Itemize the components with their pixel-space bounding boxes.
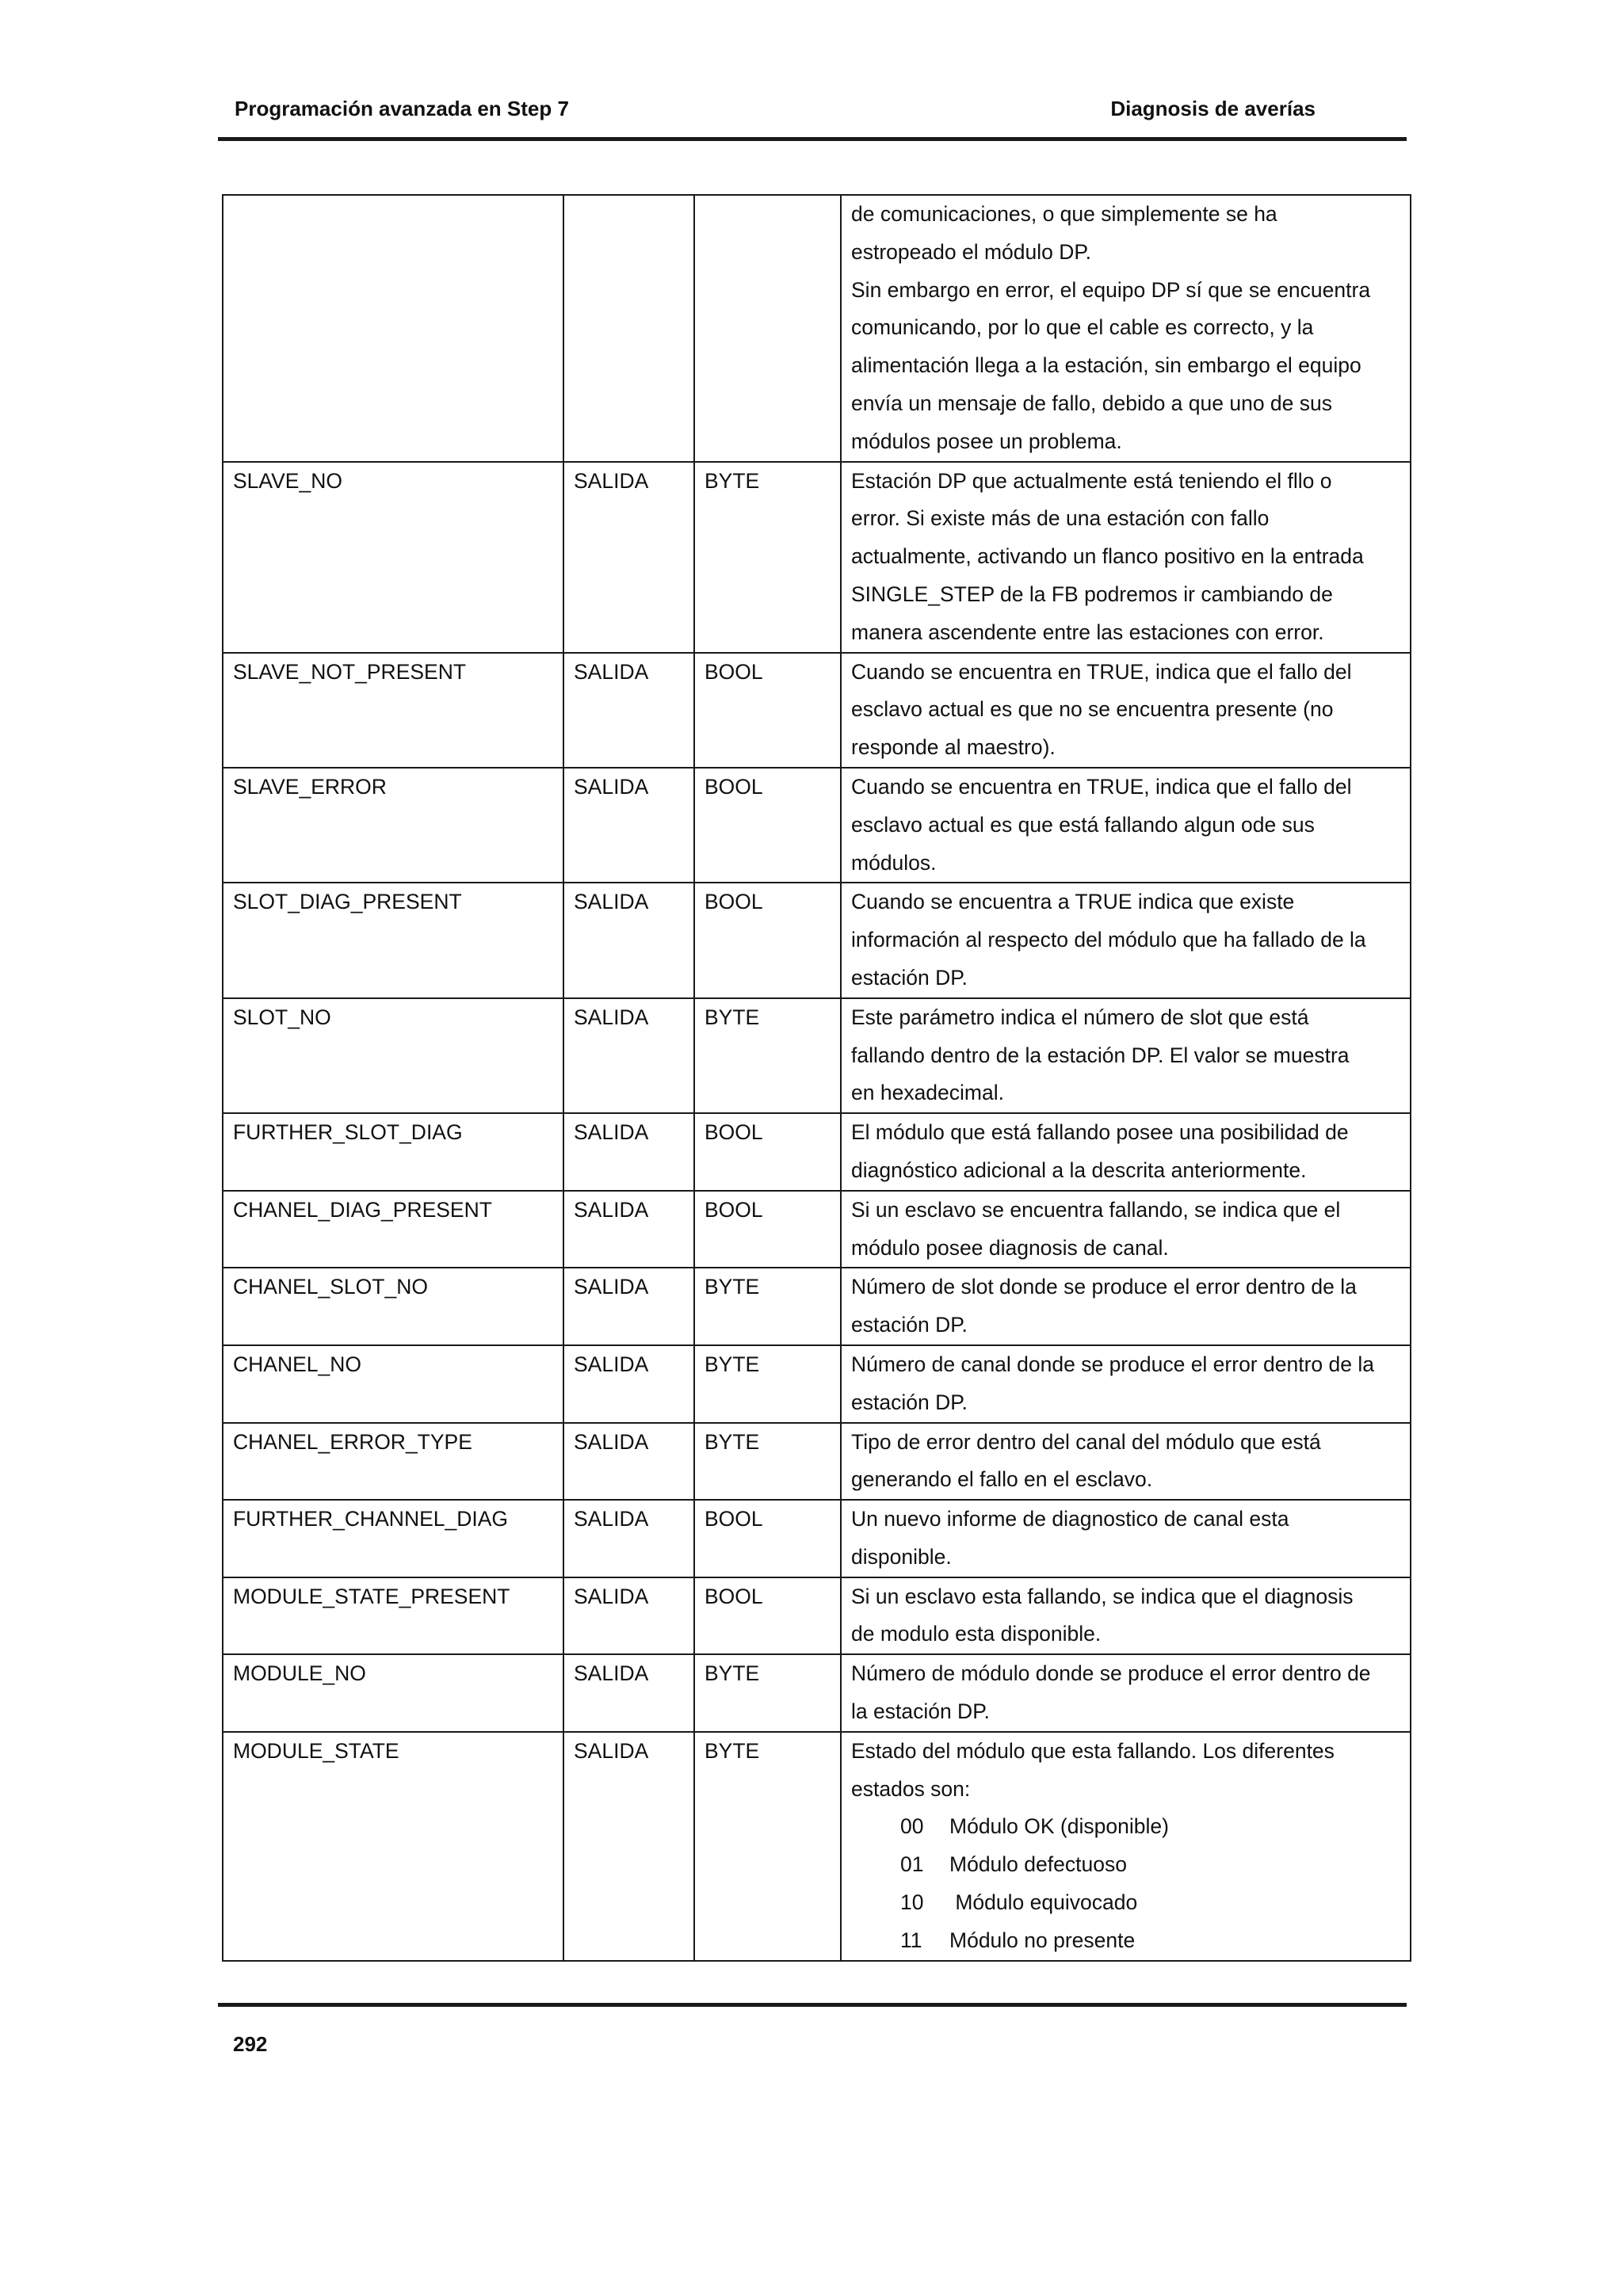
table-row bbox=[223, 1191, 1411, 1268]
description-line: responde al maestro). bbox=[851, 735, 1056, 760]
module-state-label: Módulo OK (disponible) bbox=[949, 1814, 1169, 1839]
table-row bbox=[223, 1423, 1411, 1501]
parameter-name-cell: CHANEL_NO bbox=[223, 1345, 563, 1423]
description-line: fallando dentro de la estación DP. El valor se muestra bbox=[851, 1043, 1350, 1067]
description-line: esclavo actual es que está fallando algun ode sus bbox=[851, 812, 1315, 837]
parameter-name-cell: SLOT_NO bbox=[223, 998, 563, 1113]
description-line: Cuando se encuentra en TRUE, indica que el fallo del bbox=[851, 659, 1352, 684]
description-line: Si un esclavo esta fallando, se indica que el diagnosis bbox=[851, 1584, 1354, 1608]
module-state-item bbox=[851, 1922, 1402, 1960]
description-line: módulos posee un problema. bbox=[851, 429, 1122, 453]
description-line: Este parámetro indica el número de slot que está bbox=[851, 1005, 1309, 1029]
table-row bbox=[223, 883, 1411, 997]
description-line: Número de módulo donde se produce el error dentro de bbox=[851, 1661, 1371, 1686]
module-state-item bbox=[851, 1846, 1402, 1884]
parameter-description-cell bbox=[841, 1423, 1411, 1501]
description-line: la estación DP. bbox=[851, 1699, 990, 1724]
parameter-direction-cell: SALIDA bbox=[563, 1654, 694, 1732]
parameter-type-cell: BOOL bbox=[694, 653, 841, 768]
module-state-code: 00 bbox=[900, 1814, 924, 1839]
parameter-description-cell bbox=[841, 1268, 1411, 1345]
parameter-type-cell: BYTE bbox=[694, 1423, 841, 1501]
description-line: Número de canal donde se produce el error dentro de la bbox=[851, 1352, 1374, 1376]
parameter-type-cell: BYTE bbox=[694, 1732, 841, 1961]
parameter-type-cell: BYTE bbox=[694, 462, 841, 653]
parameter-name-cell: FURTHER_SLOT_DIAG bbox=[223, 1113, 563, 1191]
description-line: Cuando se encuentra a TRUE indica que existe bbox=[851, 890, 1295, 914]
header-rule bbox=[218, 137, 1407, 141]
parameter-direction-cell: SALIDA bbox=[563, 1191, 694, 1268]
description-line: Sin embargo en error, el equipo DP sí que se encuentra bbox=[851, 277, 1371, 302]
parameter-name-cell: SLAVE_NOT_PRESENT bbox=[223, 653, 563, 768]
parameter-description-cell bbox=[841, 195, 1411, 462]
description-line: Cuando se encuentra en TRUE, indica que el fallo del bbox=[851, 774, 1352, 799]
parameter-direction-cell: SALIDA bbox=[563, 1268, 694, 1345]
parameter-name-cell: MODULE_STATE bbox=[223, 1732, 563, 1961]
table-row bbox=[223, 1577, 1411, 1655]
parameter-description-cell bbox=[841, 883, 1411, 997]
parameter-type-cell: BOOL bbox=[694, 883, 841, 997]
header-chapter-title: Diagnosis de averías bbox=[1110, 97, 1316, 120]
parameter-description-cell bbox=[841, 1732, 1411, 1961]
description-line: en hexadecimal. bbox=[851, 1081, 1004, 1105]
parameter-type-cell bbox=[694, 195, 841, 462]
description-line: estación DP. bbox=[851, 1313, 968, 1337]
table-row bbox=[223, 462, 1411, 653]
module-state-label: Módulo no presente bbox=[949, 1928, 1136, 1952]
table-row bbox=[223, 1654, 1411, 1732]
parameter-name-cell: CHANEL_SLOT_NO bbox=[223, 1268, 563, 1345]
parameter-direction-cell: SALIDA bbox=[563, 462, 694, 653]
parameter-type-cell: BYTE bbox=[694, 1654, 841, 1732]
parameter-name-cell: SLOT_DIAG_PRESENT bbox=[223, 883, 563, 997]
parameter-direction-cell: SALIDA bbox=[563, 653, 694, 768]
parameter-name-cell: FURTHER_CHANNEL_DIAG bbox=[223, 1500, 563, 1577]
parameter-description-cell bbox=[841, 768, 1411, 883]
description-line: estación DP. bbox=[851, 965, 968, 990]
description-line: manera ascendente entre las estaciones con error. bbox=[851, 620, 1324, 644]
parameter-name-cell: MODULE_NO bbox=[223, 1654, 563, 1732]
parameter-description-cell bbox=[841, 462, 1411, 653]
module-state-code: 11 bbox=[900, 1928, 922, 1952]
description-line: estropeado el módulo DP. bbox=[851, 239, 1091, 264]
module-state-label: Módulo equivocado bbox=[949, 1890, 1138, 1915]
parameter-type-cell: BOOL bbox=[694, 1113, 841, 1191]
table-row bbox=[223, 1113, 1411, 1191]
parameter-direction-cell: SALIDA bbox=[563, 883, 694, 997]
description-line: disponible. bbox=[851, 1544, 952, 1569]
parameter-type-cell: BYTE bbox=[694, 1268, 841, 1345]
parameter-name-cell: CHANEL_DIAG_PRESENT bbox=[223, 1191, 563, 1268]
description-line: módulo posee diagnosis de canal. bbox=[851, 1235, 1169, 1260]
parameter-type-cell: BOOL bbox=[694, 768, 841, 883]
table-row bbox=[223, 768, 1411, 883]
parameter-type-cell: BYTE bbox=[694, 1345, 841, 1423]
parameter-direction-cell: SALIDA bbox=[563, 998, 694, 1113]
parameter-name-cell bbox=[223, 195, 563, 462]
parameter-direction-cell: SALIDA bbox=[563, 1732, 694, 1961]
parameter-direction-cell: SALIDA bbox=[563, 1423, 694, 1501]
parameter-direction-cell: SALIDA bbox=[563, 1345, 694, 1423]
description-line: SINGLE_STEP de la FB podremos ir cambiando de bbox=[851, 582, 1333, 606]
description-line: estación DP. bbox=[851, 1390, 968, 1414]
description-line: alimentación llega a la estación, sin embargo el equipo bbox=[851, 353, 1361, 378]
description-line: error. Si existe más de una estación con fallo bbox=[851, 506, 1270, 531]
parameter-table-body bbox=[223, 195, 1411, 1961]
parameter-description-cell bbox=[841, 1191, 1411, 1268]
description-line: Número de slot donde se produce el error dentro de la bbox=[851, 1275, 1357, 1299]
description-line: Si un esclavo se encuentra fallando, se indica que el bbox=[851, 1197, 1341, 1222]
table-row bbox=[223, 195, 1411, 462]
parameter-type-cell: BYTE bbox=[694, 998, 841, 1113]
parameter-name-cell: CHANEL_ERROR_TYPE bbox=[223, 1423, 563, 1501]
description-line: información al respecto del módulo que ha fallado de la bbox=[851, 928, 1366, 952]
description-line: Estación DP que actualmente está teniendo el fllo o bbox=[851, 468, 1332, 493]
parameter-table bbox=[222, 194, 1411, 1962]
parameter-name-cell: SLAVE_NO bbox=[223, 462, 563, 653]
description-line: generando el fallo en el esclavo. bbox=[851, 1467, 1153, 1492]
parameter-description-cell bbox=[841, 998, 1411, 1113]
page-number: 292 bbox=[233, 2032, 268, 2056]
module-state-code: 01 bbox=[900, 1852, 924, 1877]
description-line: de modulo esta disponible. bbox=[851, 1622, 1102, 1646]
table-row bbox=[223, 998, 1411, 1113]
parameter-name-cell: SLAVE_ERROR bbox=[223, 768, 563, 883]
table-row bbox=[223, 653, 1411, 768]
description-line: comunicando, por lo que el cable es correcto, y la bbox=[851, 315, 1314, 340]
module-state-item bbox=[851, 1808, 1402, 1846]
description-line: Tipo de error dentro del canal del módulo que está bbox=[851, 1429, 1321, 1454]
parameter-description-cell bbox=[841, 1654, 1411, 1732]
description-line: de comunicaciones, o que simplemente se ha bbox=[851, 202, 1277, 226]
page-header bbox=[235, 97, 1316, 128]
parameter-name-cell: MODULE_STATE_PRESENT bbox=[223, 1577, 563, 1655]
parameter-description-cell bbox=[841, 653, 1411, 768]
description-line: actualmente, activando un flanco positivo en la entrada bbox=[851, 544, 1364, 569]
module-state-label: Módulo defectuoso bbox=[949, 1852, 1127, 1877]
table-row bbox=[223, 1500, 1411, 1577]
description-line: módulos. bbox=[851, 850, 937, 875]
parameter-direction-cell: SALIDA bbox=[563, 768, 694, 883]
parameter-direction-cell bbox=[563, 195, 694, 462]
module-state-code: 10 bbox=[900, 1890, 924, 1915]
description-line: envía un mensaje de fallo, debido a que uno de sus bbox=[851, 391, 1333, 415]
description-line: esclavo actual es que no se encuentra presente (no bbox=[851, 697, 1334, 722]
parameter-direction-cell: SALIDA bbox=[563, 1577, 694, 1655]
module-state-item bbox=[851, 1884, 1402, 1922]
description-line: El módulo que está fallando posee una posibilidad de bbox=[851, 1120, 1349, 1145]
table-row bbox=[223, 1732, 1411, 1961]
description-line: Un nuevo informe de diagnostico de canal esta bbox=[851, 1507, 1289, 1531]
table-row bbox=[223, 1345, 1411, 1423]
parameter-description-cell bbox=[841, 1345, 1411, 1423]
parameter-description-cell bbox=[841, 1113, 1411, 1191]
description-line: estados son: bbox=[851, 1776, 971, 1801]
table-row bbox=[223, 1268, 1411, 1345]
parameter-type-cell: BOOL bbox=[694, 1191, 841, 1268]
parameter-direction-cell: SALIDA bbox=[563, 1113, 694, 1191]
parameter-description-cell bbox=[841, 1500, 1411, 1577]
parameter-direction-cell: SALIDA bbox=[563, 1500, 694, 1577]
description-line: Estado del módulo que esta fallando. Los diferentes bbox=[851, 1738, 1335, 1763]
parameter-description-cell bbox=[841, 1577, 1411, 1655]
footer-rule bbox=[218, 2003, 1407, 2007]
description-line: diagnóstico adicional a la descrita anteriormente. bbox=[851, 1158, 1307, 1182]
parameter-type-cell: BOOL bbox=[694, 1500, 841, 1577]
header-book-title: Programación avanzada en Step 7 bbox=[235, 97, 569, 120]
parameter-type-cell: BOOL bbox=[694, 1577, 841, 1655]
